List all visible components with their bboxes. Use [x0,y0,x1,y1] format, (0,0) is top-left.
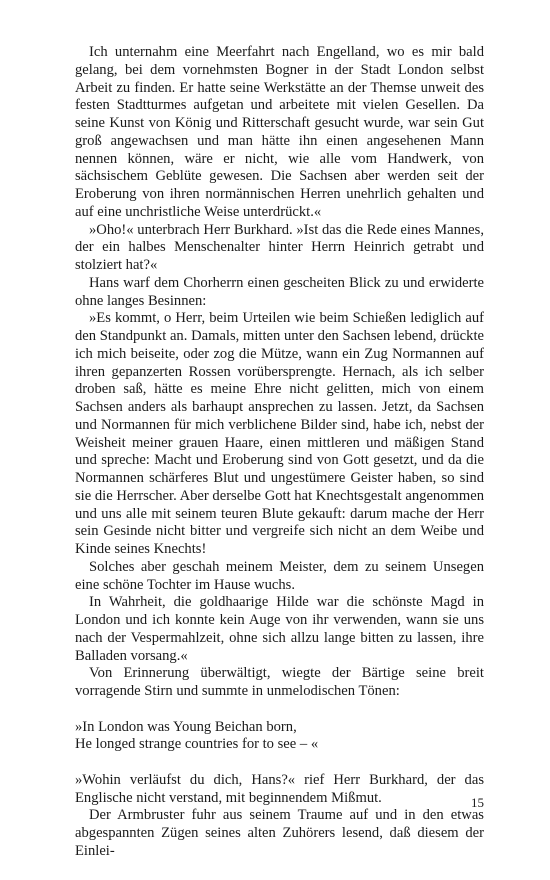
body-text [75,44,484,861]
paragraph: Von Erinnerung überwältigt, wiegte der Bärtige seine breit vorragende Stirn und summte in unmelodischen Tönen: [75,665,484,699]
paragraph: »Wohin verläufst du dich, Hans?« rief Herr Burkhard, der das Englische nicht verstand, mit beginnendem Mißmut. [75,771,484,806]
verse-line: »In London was Young Beichan born, [75,718,297,735]
stanza-spacer [75,701,484,719]
paragraph: Hans warf dem Chorherrn einen gescheiten Blick zu und erwiderte ohne langes Besinnen: [75,274,484,309]
paragraph: »Es kommt, o Herr, beim Urteilen wie beim Schießen lediglich auf den Standpunkt an. Damals, mitten unter den Sachsen lebend, drückte ich mich beiseite, oder zog die Mütze, wann ein Zug Normannen auf ihren gepanzerten Rossen vorübersprengte. Hernach, als ich selber droben saß, hätte es meine Ehre nicht gelitten, mich von einem Sachsen anders als barhaupt ansprechen zu lassen. Jetzt, da Sachsen und Normannen für mich verblichene Bilder sind, habe ich, nebst der Weisheit meiner grauen Haare, einen mittleren und mäßigen Stand und spreche: Macht und Eroberung sind von Gott gesetzt, und da die Normannen schärferes Blut und ungestümere Geister haben, so sind sie die Herrscher. Aber derselbe Gott hat Knechtsgestalt angenommen und uns alle mit seinem teuren Blute gekauft: darum mache der Herr sein Gesinde nicht bitter und vergreife sich nicht an dem Weibe und Kinde seines Knechts! [75,310,484,557]
paragraph: Der Armbruster fuhr aus seinem Traume auf und in den etwas abgespannten Zügen seines alten Zuhörers lesend, daß diesem der Einlei- [75,807,484,859]
paragraph: »Oho!« unterbrach Herr Burkhard. »Ist das die Rede eines Mannes, der ein halbes Menschenalter hinter Herrn Heinrich getrabt und stolziert hat?« [75,221,484,273]
paragraph: Ich unternahm eine Meerfahrt nach Engelland, wo es mir bald gelang, bei dem vornehmsten Bogner in der Stadt London selbst Arbeit zu finden. Er hatte seine Werkstätte an der Themse unweit des festen Stadtturmes aufgetan und arbeitete mit vielen Gesellen. Da seine Kunst von König und Ritterschaft gesucht wurde, war sein Gut groß angewachsen und man hätte ihn einen angesehenen Mann nennen können, wäre er nicht, wie alle vom Handwerk, von sächsischem Geblüte gewesen. Die Sachsen aber werden seit der Eroberung von ihren normännischen Herren unehrlich gehalten und auf eine unchristliche Weise unterdrückt.« [75,44,484,220]
paragraph: Solches aber geschah meinem Meister, dem zu seinem Unsegen eine schöne Tochter im Hause wuchs. [75,558,484,593]
paragraph: In Wahrheit, die goldhaarige Hilde war die schönste Magd in London und ich konnte kein Auge von ihr verwenden, wann sie uns nach der Vespermahlzeit, ohne sich allzu lange bitten zu lassen, ihre Balladen vorsang.« [75,594,484,664]
verse-line: He longed strange countries for to see – « [75,736,319,753]
stanza-spacer [75,754,484,772]
page-number: 15 [471,795,484,810]
